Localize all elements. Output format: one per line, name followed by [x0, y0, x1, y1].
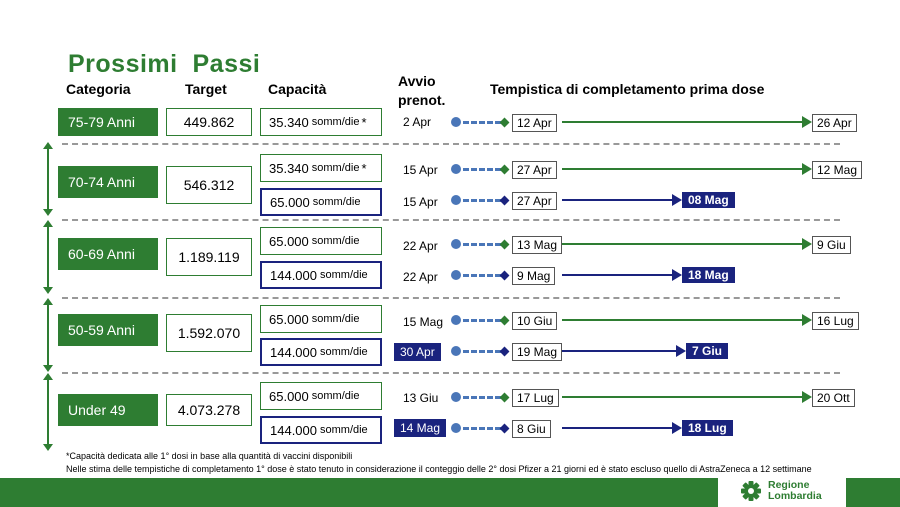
- timeline-diamond: [500, 424, 510, 434]
- timeline-start-dot: [451, 392, 461, 402]
- timeline-dashed-connector: [463, 274, 501, 277]
- timeline-line: [562, 396, 802, 398]
- completion-start-date: 8 Giu: [512, 420, 551, 438]
- vertical-arrow: [47, 224, 49, 290]
- group-separator: [62, 143, 840, 145]
- completion-end-date: 26 Apr: [812, 114, 857, 132]
- timeline-diamond: [500, 118, 510, 128]
- vertical-arrow: [47, 377, 49, 447]
- timeline-arrowhead: [802, 163, 812, 175]
- group-separator: [62, 297, 840, 299]
- capacity-box: [260, 188, 382, 216]
- timeline-dashed-connector: [463, 199, 501, 202]
- timeline-dashed-connector: [463, 243, 501, 246]
- timeline-start-dot: [451, 239, 461, 249]
- timeline-arrowhead: [676, 345, 686, 357]
- capacity-footnote-mark: *: [361, 114, 367, 130]
- timeline-start-dot: [451, 346, 461, 356]
- timeline-line: [562, 274, 672, 276]
- booking-start-date: 2 Apr: [403, 115, 432, 129]
- timeline-start-dot: [451, 195, 461, 205]
- completion-start-date: 27 Apr: [512, 192, 557, 210]
- capacity-unit: somm/die: [320, 424, 368, 436]
- target-70-74: 546.312: [166, 166, 252, 204]
- capacity-value: 35.340: [269, 160, 309, 176]
- booking-start-date: 22 Apr: [403, 270, 438, 284]
- vertical-arrow: [47, 146, 49, 212]
- timeline-line: [562, 168, 802, 170]
- target-under-49: 4.073.278: [166, 394, 252, 426]
- timeline-dashed-connector: [463, 168, 501, 171]
- timeline-line: [562, 199, 672, 201]
- timeline-diamond: [500, 316, 510, 326]
- capacity-value: 65.000: [269, 388, 309, 404]
- capacity-value: 35.340: [269, 114, 309, 130]
- timeline-start-dot: [451, 270, 461, 280]
- category-75-79: 75-79 Anni: [58, 108, 158, 136]
- timeline-arrowhead: [802, 116, 812, 128]
- timeline-diamond: [500, 393, 510, 403]
- capacity-box: [260, 338, 382, 366]
- completion-end-date: 08 Mag: [682, 192, 735, 208]
- capacity-box: [260, 261, 382, 289]
- capacity-value: 65.000: [270, 194, 310, 210]
- completion-end-date: 18 Lug: [682, 420, 733, 436]
- capacity-value: 65.000: [269, 233, 309, 249]
- vertical-arrow: [47, 302, 49, 368]
- timeline-start-dot: [451, 423, 461, 433]
- timeline-dashed-connector: [463, 319, 501, 322]
- category-50-59: 50-59 Anni: [58, 314, 158, 346]
- header-tempistica: Tempistica di completamento prima dose: [490, 81, 765, 97]
- timeline-start-dot: [451, 117, 461, 127]
- capacity-unit: somm/die: [320, 346, 368, 358]
- completion-end-date: 7 Giu: [686, 343, 728, 359]
- logo-text: Regione Lombardia: [768, 478, 822, 502]
- timeline-line: [562, 121, 802, 123]
- category-70-74: 70-74 Anni: [58, 166, 158, 198]
- capacity-unit: somm/die: [311, 390, 360, 402]
- completion-start-date: 9 Mag: [512, 267, 555, 285]
- capacity-box: [260, 416, 382, 444]
- completion-end-date: 18 Mag: [682, 267, 735, 283]
- capacity-unit: somm/die: [320, 269, 368, 281]
- capacity-value: 144.000: [270, 344, 317, 360]
- capacity-box: [260, 227, 382, 255]
- completion-start-date: 13 Mag: [512, 236, 562, 254]
- booking-start-date: 15 Apr: [403, 163, 438, 177]
- target-75-79: 449.862: [166, 108, 252, 136]
- booking-start-date: 15 Mag: [403, 315, 444, 329]
- header-target: Target: [185, 81, 227, 97]
- category-under-49: Under 49: [58, 394, 158, 426]
- capacity-unit: somm/die: [311, 116, 360, 128]
- header-avvio-prenotazioni: Avvio prenot.: [398, 73, 446, 108]
- header-categoria: Categoria: [66, 81, 131, 97]
- capacity-value: 144.000: [270, 267, 317, 283]
- timeline-diamond: [500, 347, 510, 357]
- capacity-unit: somm/die: [312, 196, 361, 208]
- timeline-arrowhead: [672, 422, 682, 434]
- completion-start-date: 10 Giu: [512, 312, 557, 330]
- capacity-footnote-mark: *: [361, 160, 367, 176]
- timeline-line: [562, 350, 676, 352]
- timeline-line: [562, 243, 802, 245]
- group-separator: [62, 219, 840, 221]
- booking-start-date: 22 Apr: [403, 239, 438, 253]
- timeline-start-dot: [451, 315, 461, 325]
- timeline-arrowhead: [672, 269, 682, 281]
- timeline-dashed-connector: [463, 396, 501, 399]
- timeline-arrowhead: [672, 194, 682, 206]
- header-capacita: Capacità: [268, 81, 327, 97]
- timeline-diamond: [500, 240, 510, 250]
- completion-start-date: 27 Apr: [512, 161, 557, 179]
- booking-start-date: 15 Apr: [403, 195, 438, 209]
- completion-start-date: 12 Apr: [512, 114, 557, 132]
- footnote: *Capacità dedicata alle 1° dosi in base alla quantità di vaccini disponibili: [66, 451, 353, 461]
- category-60-69: 60-69 Anni: [58, 238, 158, 270]
- regione-lombardia-logo-icon: [740, 480, 762, 502]
- completion-start-date: 17 Lug: [512, 389, 559, 407]
- capacity-unit: somm/die: [311, 235, 360, 247]
- footnote: Nelle stima delle tempistiche di completamento 1° dose è stato tenuto in considerazione il conteggio delle 2° dosi Pfizer a 21 giorni ed è stato escluso quello di AstraZeneca a 12 settimane: [66, 464, 812, 474]
- capacity-box: [260, 382, 382, 410]
- capacity-value: 65.000: [269, 311, 309, 327]
- completion-end-date: 20 Ott: [812, 389, 855, 407]
- booking-start-date: 14 Mag: [394, 419, 446, 437]
- completion-end-date: 16 Lug: [812, 312, 859, 330]
- target-60-69: 1.189.119: [166, 238, 252, 276]
- capacity-unit: somm/die: [311, 313, 360, 325]
- group-separator: [62, 372, 840, 374]
- timeline-diamond: [500, 271, 510, 281]
- timeline-arrowhead: [802, 391, 812, 403]
- timeline-arrowhead: [802, 238, 812, 250]
- timeline-arrowhead: [802, 314, 812, 326]
- booking-start-date: 30 Apr: [394, 343, 441, 361]
- timeline-line: [562, 427, 672, 429]
- timeline-line: [562, 319, 802, 321]
- timeline-diamond: [500, 165, 510, 175]
- timeline-start-dot: [451, 164, 461, 174]
- timeline-dashed-connector: [463, 427, 501, 430]
- completion-end-date: 12 Mag: [812, 161, 862, 179]
- capacity-box: [260, 108, 382, 136]
- page-title: Prossimi Passi: [68, 50, 261, 78]
- completion-end-date: 9 Giu: [812, 236, 851, 254]
- completion-start-date: 19 Mag: [512, 343, 562, 361]
- timeline-dashed-connector: [463, 350, 501, 353]
- capacity-unit: somm/die: [311, 162, 360, 174]
- timeline-diamond: [500, 196, 510, 206]
- capacity-box: [260, 154, 382, 182]
- booking-start-date: 13 Giu: [403, 391, 439, 405]
- target-50-59: 1.592.070: [166, 314, 252, 352]
- regione-lombardia-logo: [718, 474, 846, 507]
- timeline-dashed-connector: [463, 121, 501, 124]
- capacity-box: [260, 305, 382, 333]
- capacity-value: 144.000: [270, 422, 317, 438]
